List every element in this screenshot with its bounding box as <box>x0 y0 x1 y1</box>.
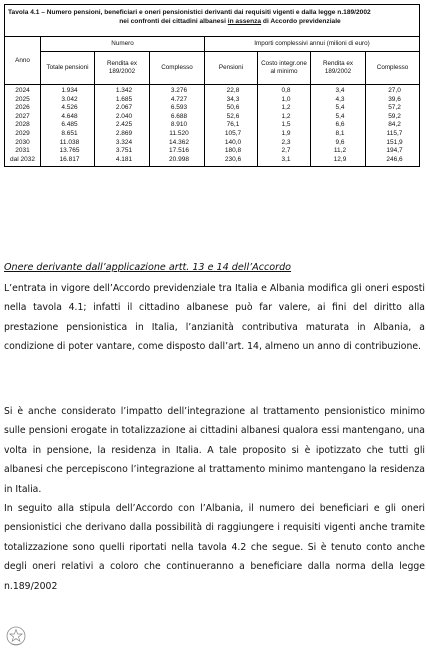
value-cell: 3,1 <box>258 156 311 167</box>
value-cell: 59,2 <box>366 113 420 122</box>
value-cell: 1.342 <box>95 85 150 96</box>
table-row <box>5 96 420 105</box>
year-cell: 2027 <box>5 113 41 122</box>
value-cell: 246,6 <box>366 156 420 167</box>
value-cell: 11.520 <box>150 130 205 139</box>
value-cell: 1,5 <box>258 121 311 130</box>
value-cell: 11,2 <box>311 147 366 156</box>
value-cell: 1,2 <box>258 104 311 113</box>
value-cell: 0,8 <box>258 85 311 96</box>
subheader-complesso-numero: Complesso <box>150 52 205 85</box>
header-numero: Numero <box>41 37 205 52</box>
value-cell: 3,4 <box>311 85 366 96</box>
header-importi: Importi complessivi annui (milioni di euro) <box>205 37 420 52</box>
value-cell: 105,7 <box>205 130 258 139</box>
value-cell: 14.362 <box>150 139 205 148</box>
value-cell: 11.038 <box>41 139 95 148</box>
value-cell: 34,3 <box>205 96 258 105</box>
value-cell: 27,0 <box>366 85 420 96</box>
table-row <box>5 130 420 139</box>
year-cell: 2031 <box>5 147 41 156</box>
table-row <box>5 104 420 113</box>
table-caption-line2: nei confronti dei cittadini albanesi in assenza di Accordo previdenziale <box>119 18 341 25</box>
value-cell: 2.040 <box>95 113 150 122</box>
value-cell: 6,6 <box>311 121 366 130</box>
value-cell: 4.727 <box>150 96 205 105</box>
table-row <box>5 139 420 148</box>
year-cell: dal 2032 <box>5 156 41 167</box>
value-cell: 1,0 <box>258 96 311 105</box>
year-cell: 2025 <box>5 96 41 105</box>
value-cell: 57,2 <box>366 104 420 113</box>
year-cell: 2029 <box>5 130 41 139</box>
value-cell: 1.934 <box>41 85 95 96</box>
value-cell: 1,9 <box>258 130 311 139</box>
value-cell: 151,9 <box>366 139 420 148</box>
year-cell: 2030 <box>5 139 41 148</box>
value-cell: 2,3 <box>258 139 311 148</box>
table-caption-line1: Tavola 4.1 – Numero pensioni, beneficiari e oneri pensionistici derivanti dai requisiti vigenti e dalla legge n.189/2002 <box>8 9 371 16</box>
subheader-rendita-numero: Rendita ex 189/2002 <box>95 52 150 85</box>
value-cell: 180,8 <box>205 147 258 156</box>
year-cell: 2024 <box>5 85 41 96</box>
table-body <box>5 85 420 167</box>
value-cell: 2.067 <box>95 104 150 113</box>
value-cell: 230,6 <box>205 156 258 167</box>
table-caption <box>5 5 420 37</box>
value-cell: 3.751 <box>95 147 150 156</box>
value-cell: 22,8 <box>205 85 258 96</box>
value-cell: 2,7 <box>258 147 311 156</box>
republic-emblem-icon <box>5 624 27 648</box>
subheader-totale-pensioni: Totale pensioni <box>41 52 95 85</box>
value-cell: 76,1 <box>205 121 258 130</box>
value-cell: 4,3 <box>311 96 366 105</box>
table-row <box>5 85 420 96</box>
section-heading: Onere derivante dall’applicazione artt. 13 e 14 dell’Accordo <box>4 262 292 273</box>
value-cell: 52,6 <box>205 113 258 122</box>
value-cell: 2.425 <box>95 121 150 130</box>
table-row <box>5 113 420 122</box>
value-cell: 1,2 <box>258 113 311 122</box>
paragraph-2: Si è anche considerato l’impatto dell’integrazione al trattamento pensionistico minimo sulle pensioni erogate in totalizzazione ai cittadini albanesi qualora essi mantengano, una volta in pensione, la residenza in Italia. A tale proposito si è ipotizzato che tutti gli albanesi che percepiscono l’integrazione al trattamento minimo mantengano la residenza in Italia. <box>4 406 425 495</box>
value-cell: 5,4 <box>311 113 366 122</box>
table-row <box>5 121 420 130</box>
subheader-complesso-importi: Complesso <box>366 52 420 85</box>
paragraph-1: L’entrata in vigore dell’Accordo previdenziale tra Italia e Albania modifica gli oneri esposti nella tavola 4.1; infatti il cittadino albanese può far valere, ai fini del diritto alla prestazione pensionistica in Italia, l’anzianità contributiva maturata in Albania, a condizione di poter vantare, come disposto dall’art. 14, almeno un anno di contribuzione. <box>4 283 425 353</box>
subheader-costo-integrazione: Costo integr.one al minimo <box>258 52 311 85</box>
value-cell: 20.998 <box>150 156 205 167</box>
value-cell: 6.485 <box>41 121 95 130</box>
value-cell: 4.181 <box>95 156 150 167</box>
value-cell: 115,7 <box>366 130 420 139</box>
paragraph-3: In seguito alla stipula dell’Accordo con l’Albania, il numero dei beneficiari e gli oneri pensionistici che derivano dalla possibilità di raggiungere i requisiti vigenti anche tramite totalizzazione sono quelli riportati nella tavola 4.2 che segue. Si è tenuto conto anche degli oneri relativi a coloro che continueranno a beneficiare dalla norma della legge n.189/2002 <box>4 503 425 592</box>
subheader-pensioni: Pensioni <box>205 52 258 85</box>
value-cell: 194,7 <box>366 147 420 156</box>
value-cell: 39,6 <box>366 96 420 105</box>
table-row <box>5 147 420 156</box>
table-row <box>5 156 420 167</box>
value-cell: 6.593 <box>150 104 205 113</box>
value-cell: 8.651 <box>41 130 95 139</box>
value-cell: 6.688 <box>150 113 205 122</box>
value-cell: 8.910 <box>150 121 205 130</box>
year-cell: 2028 <box>5 121 41 130</box>
value-cell: 50,6 <box>205 104 258 113</box>
year-cell: 2026 <box>5 104 41 113</box>
value-cell: 8,1 <box>311 130 366 139</box>
value-cell: 4.648 <box>41 113 95 122</box>
value-cell: 17.516 <box>150 147 205 156</box>
value-cell: 140,0 <box>205 139 258 148</box>
value-cell: 5,4 <box>311 104 366 113</box>
subheader-rendita-importi: Rendita ex 189/2002 <box>311 52 366 85</box>
value-cell: 9,6 <box>311 139 366 148</box>
value-cell: 84,2 <box>366 121 420 130</box>
value-cell: 13.765 <box>41 147 95 156</box>
value-cell: 3.042 <box>41 96 95 105</box>
value-cell: 1.685 <box>95 96 150 105</box>
value-cell: 4.526 <box>41 104 95 113</box>
value-cell: 12,9 <box>311 156 366 167</box>
value-cell: 16.817 <box>41 156 95 167</box>
pension-table <box>4 4 420 167</box>
value-cell: 3.324 <box>95 139 150 148</box>
value-cell: 3.276 <box>150 85 205 96</box>
value-cell: 2.869 <box>95 130 150 139</box>
header-anno: Anno <box>5 37 41 85</box>
